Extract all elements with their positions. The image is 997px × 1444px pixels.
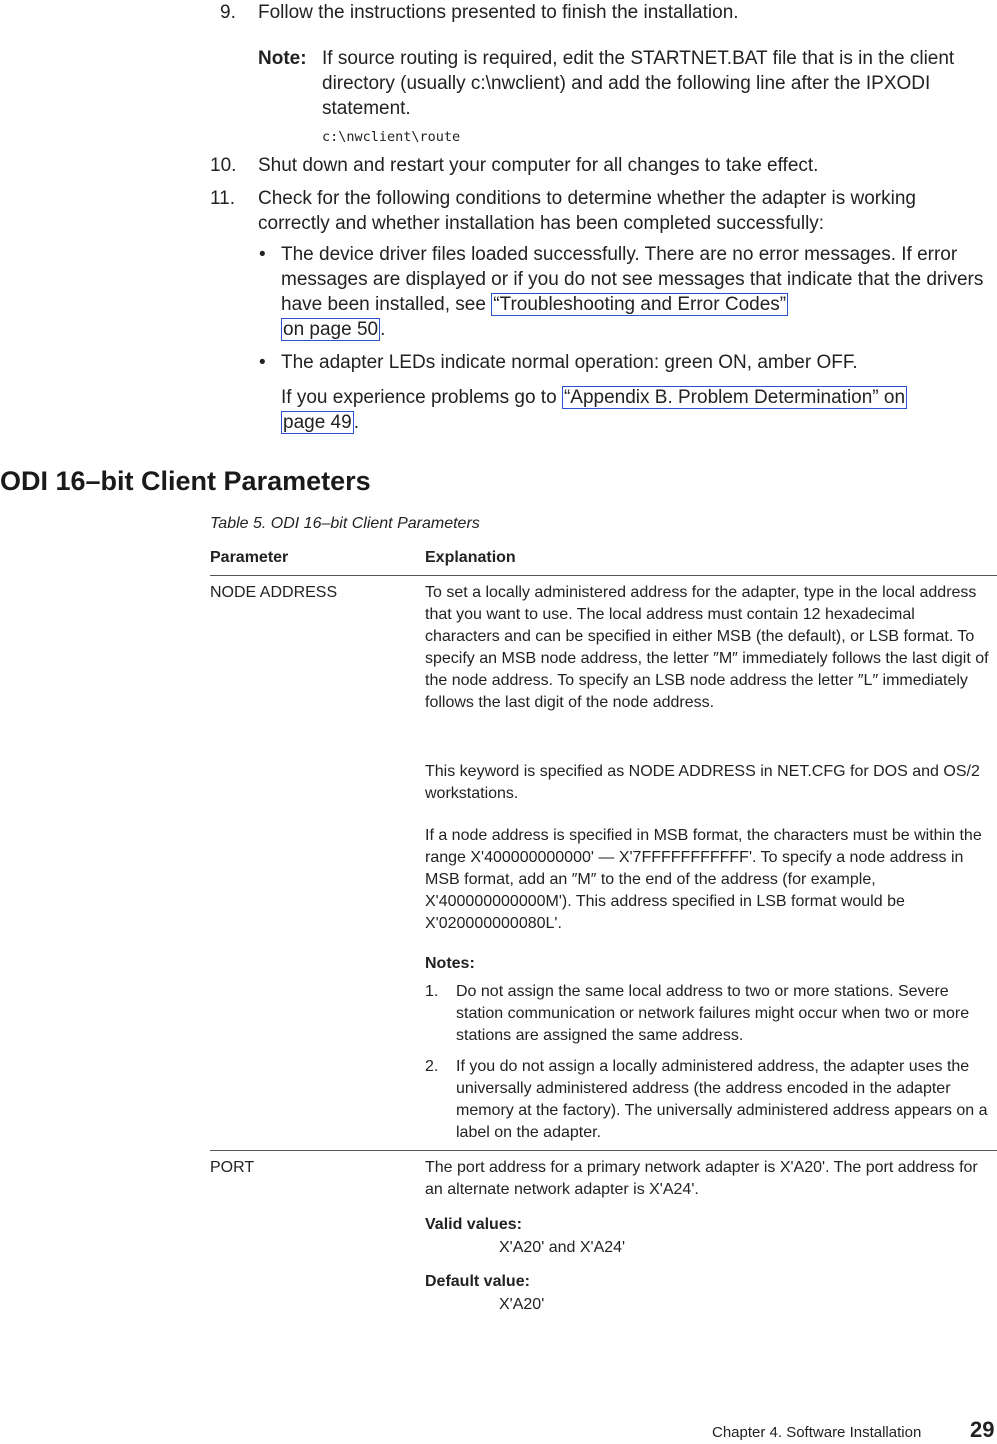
- node-address-desc-2: This keyword is specified as NODE ADDRESS in NET.CFG for DOS and OS/2 workstations.: [425, 763, 980, 802]
- followup-text: If you experience problems go to: [281, 387, 562, 408]
- step-9-text: Follow the instructions presented to finish the installation.: [258, 2, 739, 23]
- valid-values: X'A20' and X'A24': [499, 1239, 626, 1256]
- column-header-explanation: Explanation: [425, 549, 516, 566]
- step-11-number: 11.: [210, 188, 236, 209]
- bullet-1-text: The device driver files loaded successfully. There are no error messages. If error messages are displayed or if you do not see messages that indicate that the drivers have been installed, see: [281, 244, 984, 315]
- valid-values-label: Valid values:: [425, 1216, 522, 1233]
- bullet-1-mark: •: [259, 244, 266, 265]
- bullet-2-text: The adapter LEDs indicate normal operation: green ON, amber OFF.: [281, 352, 858, 373]
- notes-label: Notes:: [425, 955, 475, 972]
- troubleshooting-link[interactable]: “Troubleshooting and Error Codes”: [493, 294, 787, 315]
- followup-end: .: [353, 412, 359, 433]
- row-rule: [210, 1150, 997, 1151]
- note-label: Note:: [258, 48, 307, 69]
- step-10-number: 10.: [210, 155, 237, 176]
- step-10-text: Shut down and restart your computer for all changes to take effect.: [258, 155, 819, 176]
- note-2-number: 2.: [425, 1058, 439, 1075]
- section-title: ODI 16–bit Client Parameters: [0, 466, 371, 496]
- default-value: X'A20': [499, 1296, 545, 1313]
- node-address-desc-1: To set a locally administered address for the adapter, type in the local address that you want to use. The local address must contain 12 hexadecimal characters and can be specified in either MSB (the default), or LSB format. To specify an MSB node address, the letter ″M″ immediately follows the last digit of the node address. To specify an LSB node address the letter ″L″ immediately follows the last digit of the node address.: [425, 584, 989, 711]
- table-caption: Table 5. ODI 16–bit Client Parameters: [210, 515, 480, 532]
- column-header-parameter: Parameter: [210, 549, 289, 566]
- step-9-number: 9.: [220, 2, 236, 23]
- note-code: c:\nwclient\route: [322, 129, 461, 145]
- port-desc: The port address for a primary network adapter is X'A20'. The port address for an alternate network adapter is X'A24'.: [425, 1159, 978, 1198]
- step-11-text: Check for the following conditions to determine whether the adapter is working correctly and whether installation has been completed successfully:: [258, 188, 916, 234]
- note-text: If source routing is required, edit the STARTNET.BAT file that is in the client directory (usually c:\nwclient) and add the following line after the IPXODI statement.: [322, 48, 955, 119]
- appendix-b-link[interactable]: “Appendix B. Problem Determination” on: [563, 387, 906, 408]
- note-1-text: Do not assign the same local address to two or more stations. Severe station communication or network failures might occur when two or more stations are assigned the same address.: [456, 983, 970, 1044]
- bullet-2-mark: •: [259, 352, 266, 373]
- default-value-label: [425, 1271, 530, 1293]
- param-port: PORT: [210, 1159, 255, 1176]
- troubleshooting-page-link[interactable]: on page 50: [283, 319, 379, 340]
- appendix-b-page-link[interactable]: page 49: [283, 412, 352, 433]
- param-node-address: NODE ADDRESS: [210, 584, 338, 601]
- header-rule: [210, 575, 997, 576]
- default-value-label-text: Default value:: [425, 1273, 530, 1290]
- bullet-1-end: .: [380, 319, 386, 340]
- note-1-number: 1.: [425, 983, 439, 1000]
- node-address-desc-3: If a node address is specified in MSB format, the characters must be within the range X'400000000000' — X'7FFFFFFFFFFF'. To specify a node address in MSB format, add an ″M″ to the end of the address (for example, X'400000000000M'). This address specified in LSB format would be X'020000000080L'.: [425, 827, 982, 932]
- footer-chapter: Chapter 4. Software Installation: [712, 1424, 922, 1441]
- bullet-2-followup: [281, 385, 991, 435]
- note-2-text: If you do not assign a locally administered address, the adapter uses the universally administered address (the address encoded in the adapter memory at the factory). The universally administered address appears on a label on the adapter.: [456, 1058, 988, 1141]
- page-number: 29: [970, 1417, 995, 1442]
- bullet-1: [281, 242, 991, 342]
